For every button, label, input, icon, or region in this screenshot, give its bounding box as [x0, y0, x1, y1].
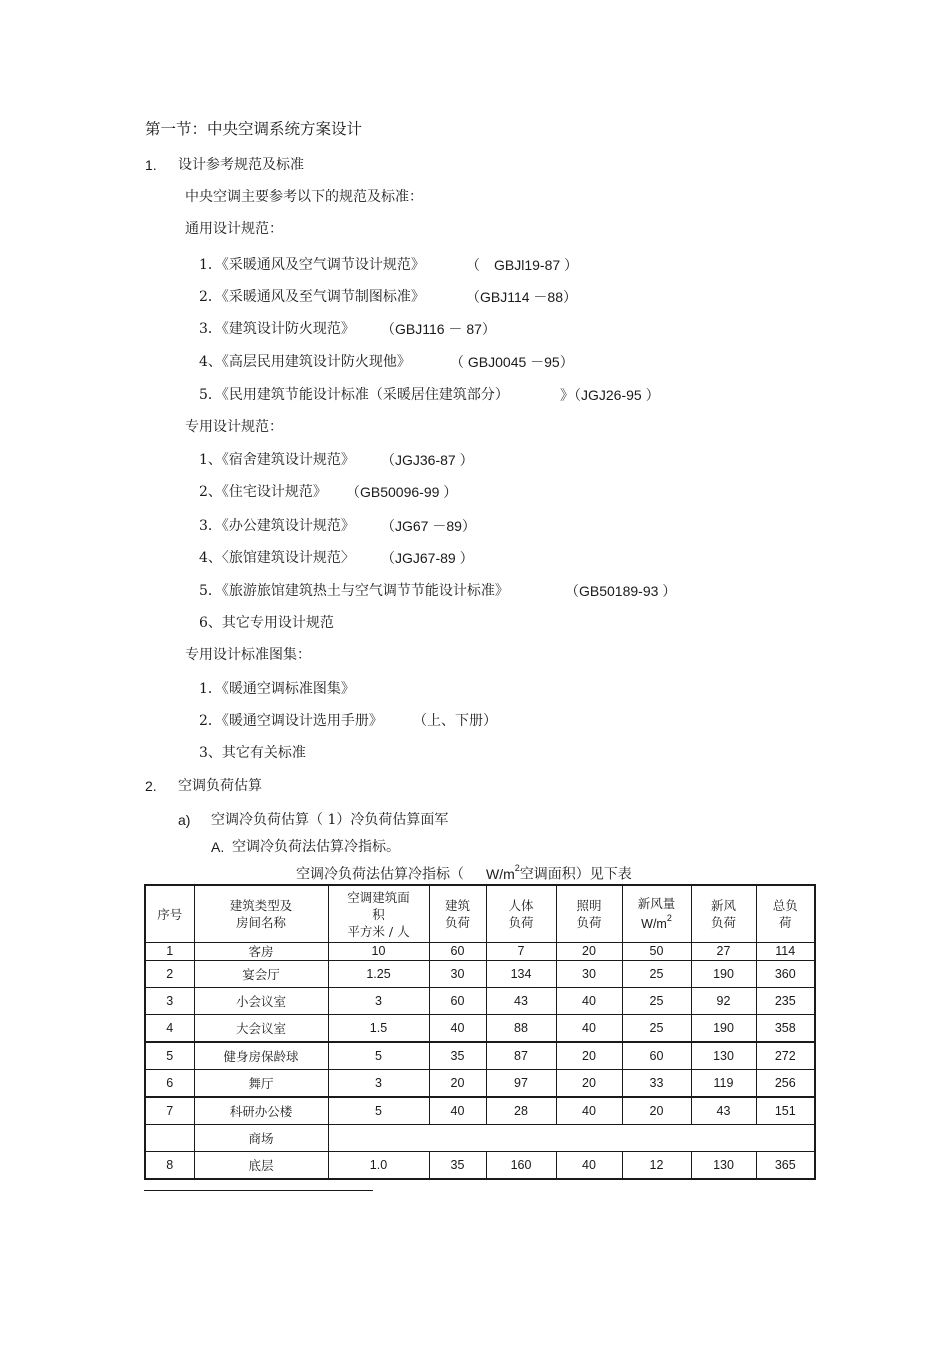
cell-value: 40: [556, 988, 622, 1015]
caption-post: 空调面积）见下表: [519, 866, 632, 883]
section-1-title: 设计参考规范及标准: [178, 157, 304, 173]
cell-building-type: 客房: [194, 943, 328, 961]
cell-building-type: 宴会厅: [194, 961, 328, 988]
table-caption: [296, 861, 632, 884]
cell-value: 43: [486, 988, 556, 1015]
cell-value: 134: [486, 961, 556, 988]
cell-value: 35: [429, 1042, 486, 1070]
cell-value: 1.5: [328, 1015, 429, 1043]
cell-building-type: 科研办公楼: [194, 1097, 328, 1125]
general-item-4: 4、《高层民用建筑设计防火现他》: [199, 354, 411, 370]
section-1-number: 1.: [145, 157, 157, 173]
cell-value: 365: [756, 1152, 815, 1180]
special-item-5-code: （GB50189-93 ）: [565, 583, 677, 599]
header-cell: 空调建筑面 积 平方米 / 人: [328, 885, 429, 943]
special-item-1: 1、《宿舍建筑设计规范》: [199, 452, 355, 468]
cell-value: 30: [556, 961, 622, 988]
cell-index: 6: [145, 1070, 194, 1098]
general-item-5: 5．《民用建筑节能设计标准（采暖居住建筑部分）: [199, 387, 509, 403]
atlas-label: 专用设计标准图集：: [185, 647, 311, 663]
table-row: [145, 1015, 815, 1043]
cell-value: 360: [756, 961, 815, 988]
cell-value: 20: [556, 1070, 622, 1098]
cell-value: 190: [691, 961, 756, 988]
cell-value: 256: [756, 1070, 815, 1098]
special-item-4: 4、〈旅馆建筑设计规范〉: [199, 550, 355, 566]
header-cell: 建筑类型及 房间名称: [194, 885, 328, 943]
cell-value: 28: [486, 1097, 556, 1125]
general-item-5-code: 》（JGJ26-95 ）: [560, 387, 660, 403]
cell-value: 114: [756, 943, 815, 961]
caption-unit: W/m: [486, 865, 515, 882]
cell-index: 7: [145, 1097, 194, 1125]
cell-value: 3: [328, 1070, 429, 1098]
cell-building-type: 舞厅: [194, 1070, 328, 1098]
table-row: [145, 943, 815, 961]
table-row: [145, 1070, 815, 1098]
special-item-3: 3．《办公建筑设计规范》: [199, 518, 355, 534]
cell-value: 235: [756, 988, 815, 1015]
general-item-4-code: （ GBJ0045 －95）: [450, 354, 574, 370]
header-cell: 总负 荷: [756, 885, 815, 943]
cell-index: 1: [145, 943, 194, 961]
cell-index: [145, 1125, 194, 1152]
cell-value: 20: [429, 1070, 486, 1098]
special-item-2-code: （GB50096-99 ）: [346, 484, 458, 500]
section-2-title: 空调负荷估算: [178, 778, 262, 794]
special-item-2: 2、《住宅设计规范》: [199, 484, 327, 500]
cell-value: 97: [486, 1070, 556, 1098]
cell-value: 40: [429, 1015, 486, 1043]
cell-value: 40: [556, 1097, 622, 1125]
cell-value: 25: [622, 1015, 691, 1043]
special-item-6: 6、其它专用设计规范: [199, 615, 334, 631]
cell-value: 25: [622, 961, 691, 988]
special-item-5: 5．《旅游旅馆建筑热土与空气调节节能设计标准》: [199, 583, 509, 599]
special-standards-label: 专用设计规范：: [185, 419, 283, 435]
cell-value: 130: [691, 1152, 756, 1180]
intro-text: 中央空调主要参考以下的规范及标准：: [185, 189, 423, 205]
cell-value: 12: [622, 1152, 691, 1180]
caption-pre: 空调冷负荷法估算冷指标（: [296, 866, 464, 883]
table-row: [145, 988, 815, 1015]
subsection-a-text: 空调冷负荷估算（ 1）冷负荷估算面军: [211, 812, 449, 828]
subsection-A-label: A.: [211, 839, 225, 855]
general-item-3: 3．《建筑设计防火现范》: [199, 321, 355, 337]
atlas-item-2: 2．《暖通空调设计选用手册》: [199, 713, 383, 729]
general-item-3-code: （GBJ116 － 87）: [381, 321, 496, 337]
header-cell: 新风量 $W/m^2$: [622, 885, 691, 943]
general-item-2: 2．《采暖通风及至气调节制图标准》: [199, 289, 425, 305]
general-item-1: 1．《采暖通风及空气调节设计规范》: [199, 257, 425, 273]
cell-value: 151: [756, 1097, 815, 1125]
cell-index: 2: [145, 961, 194, 988]
subsection-A-text: 空调冷负荷法估算冷指标。: [232, 839, 400, 855]
header-cell: 人体 负荷: [486, 885, 556, 943]
cell-value: 35: [429, 1152, 486, 1180]
cell-value: 272: [756, 1042, 815, 1070]
general-item-1-code: （ GBJl19-87 ）: [466, 257, 579, 273]
atlas-item-2-note: （上、下册）: [413, 713, 497, 729]
table-row: [145, 1042, 815, 1070]
cell-building-type: 小会议室: [194, 988, 328, 1015]
cell-index: 5: [145, 1042, 194, 1070]
table-row: [145, 1097, 815, 1125]
header-cell: 建筑 负荷: [429, 885, 486, 943]
cell-index: 4: [145, 1015, 194, 1043]
cell-value: 60: [429, 988, 486, 1015]
cell-value: 1.0: [328, 1152, 429, 1180]
cell-value: 119: [691, 1070, 756, 1098]
cell-value: 87: [486, 1042, 556, 1070]
header-cell: 照明 负荷: [556, 885, 622, 943]
cell-value: 160: [486, 1152, 556, 1180]
cell-value: 20: [622, 1097, 691, 1125]
cell-value: 60: [622, 1042, 691, 1070]
footnote-rule: [144, 1190, 373, 1191]
special-item-1-code: （JGJ36-87 ）: [381, 452, 474, 468]
cell-value: 20: [556, 943, 622, 961]
section-2-number: 2.: [145, 778, 157, 794]
table-header-row: [145, 885, 815, 943]
caption-unit-sup: 2: [514, 863, 520, 873]
cell-merged-empty: [328, 1125, 815, 1152]
cell-value: 40: [556, 1152, 622, 1180]
table-row: [145, 961, 815, 988]
cooling-load-table: [144, 884, 816, 1180]
cell-value: 30: [429, 961, 486, 988]
cell-value: 40: [429, 1097, 486, 1125]
table-row: [145, 1125, 815, 1152]
cell-building-type: 底层: [194, 1152, 328, 1180]
special-item-4-code: （JGJ67-89 ）: [381, 550, 474, 566]
table-row: [145, 1152, 815, 1180]
cell-value: 88: [486, 1015, 556, 1043]
cell-building-type: 商场: [194, 1125, 328, 1152]
cell-value: 33: [622, 1070, 691, 1098]
cell-value: 7: [486, 943, 556, 961]
cell-value: 43: [691, 1097, 756, 1125]
cell-value: 60: [429, 943, 486, 961]
cell-value: 10: [328, 943, 429, 961]
cell-index: 8: [145, 1152, 194, 1180]
cell-value: 190: [691, 1015, 756, 1043]
cell-value: 92: [691, 988, 756, 1015]
header-cell: 新风 负荷: [691, 885, 756, 943]
general-item-2-code: （GBJ114 －88）: [466, 289, 578, 305]
cell-value: 25: [622, 988, 691, 1015]
page-title: 第一节：中央空调系统方案设计: [145, 120, 363, 138]
subsection-a-label: a): [178, 812, 191, 828]
header-cell: 序号: [145, 885, 194, 943]
atlas-item-3: 3、其它有关标准: [199, 745, 306, 761]
cell-value: 50: [622, 943, 691, 961]
cell-value: 20: [556, 1042, 622, 1070]
cell-building-type: 大会议室: [194, 1015, 328, 1043]
cell-index: 3: [145, 988, 194, 1015]
cell-value: 1.25: [328, 961, 429, 988]
cell-value: 130: [691, 1042, 756, 1070]
cell-value: 5: [328, 1097, 429, 1125]
cell-value: 3: [328, 988, 429, 1015]
general-standards-label: 通用设计规范：: [185, 221, 283, 237]
cell-value: 358: [756, 1015, 815, 1043]
cell-value: 40: [556, 1015, 622, 1043]
atlas-item-1: 1．《暖通空调标准图集》: [199, 681, 355, 697]
cell-value: 5: [328, 1042, 429, 1070]
cell-building-type: 健身房保龄球: [194, 1042, 328, 1070]
cell-value: 27: [691, 943, 756, 961]
special-item-3-code: （JG67 －89）: [381, 518, 476, 534]
